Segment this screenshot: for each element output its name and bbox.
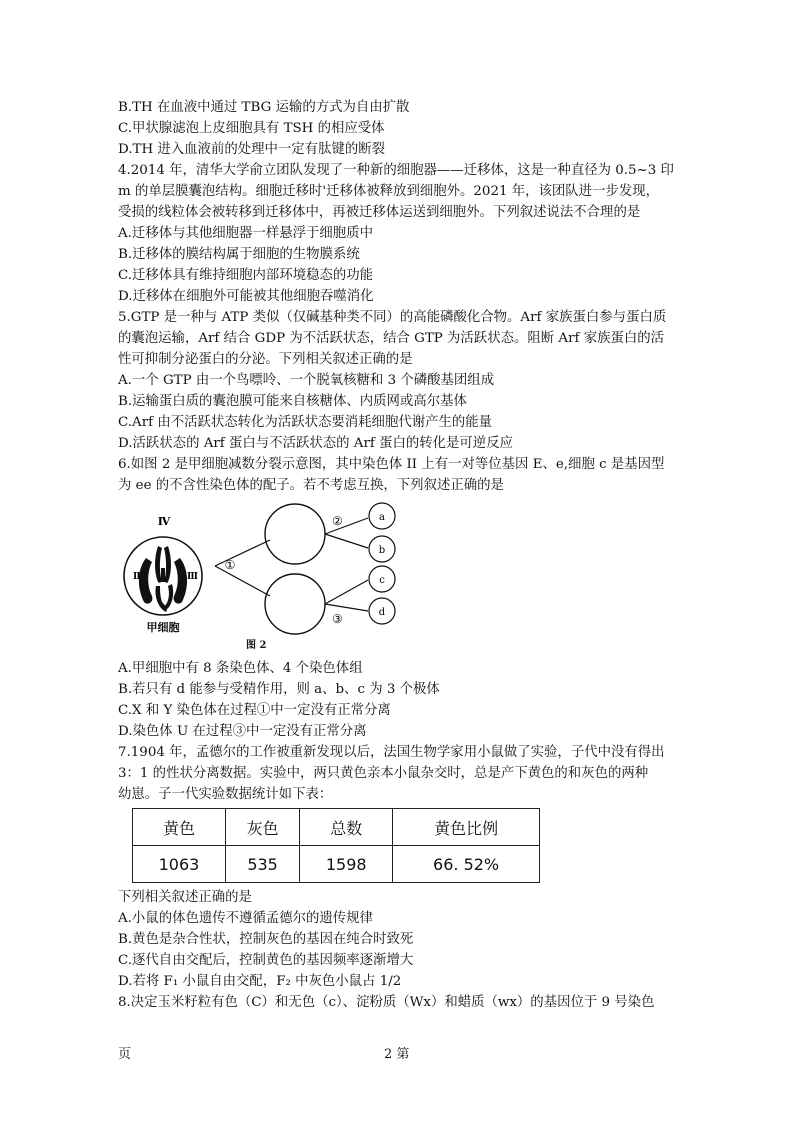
chromosome-label-ii: Ⅱ <box>133 572 141 582</box>
option-4d: D.迁移体在细胞外可能被其他细胞吞噬消化 <box>118 289 374 304</box>
offspring-data-table <box>132 808 540 883</box>
cell-label: 甲细胞 <box>146 621 180 634</box>
secondary-cell-lower <box>265 574 325 634</box>
option-6d: D.染色体 U 在过程③中一定没有正常分离 <box>118 724 367 739</box>
arrow-1-down <box>215 566 270 596</box>
option-4c: C.迁移体具有维持细胞内部环境稳态的功能 <box>118 268 374 283</box>
table-cell: 1598 <box>300 846 393 883</box>
option-6c: C.X 和 Y 染色体在过程①中一定没有正常分离 <box>118 703 391 718</box>
question-6-line-2: 为 ee 的不含性染色体的配子。若不考虑互换，下列叙述正确的是 <box>118 478 504 493</box>
question-5-line-1: 5.GTP 是一种与 ATP 类似（仅碱基种类不同）的高能磷酸化合物。Arf 家族蛋白参与蛋白质 <box>118 310 667 325</box>
option-3d: D.TH 进入血液前的处理中一定有肽键的断裂 <box>118 142 386 157</box>
arrow-1-up <box>215 540 270 566</box>
cell-a-label: a <box>379 512 385 523</box>
chromosome-label-iii: Ⅲ <box>187 572 198 582</box>
chromosome-label-iv: Ⅳ <box>157 515 171 528</box>
option-6a: A.甲细胞中有 8 条染色体、4 个染色体组 <box>118 661 363 676</box>
cell-c-label: c <box>379 575 385 586</box>
option-4b: B.迁移体的膜结构属于细胞的生物膜系统 <box>118 247 360 262</box>
chromosomes <box>139 546 187 612</box>
option-3b: B.TH 在血液中通过 TBG 运输的方式为自由扩散 <box>118 100 410 115</box>
option-7b: B.黄色是杂合性状，控制灰色的基因在纯合时致死 <box>118 932 414 947</box>
table-header-row <box>133 809 540 846</box>
option-5a: A.一个 GTP 由一个鸟嘌呤、一个脱氧核糖和 3 个磷酸基团组成 <box>118 373 495 388</box>
figure-caption: 图 2 <box>246 640 267 651</box>
option-4a: A.迁移体与其他细胞器一样悬浮于细胞质中 <box>118 226 373 241</box>
question-8-line-1: 8.决定玉米籽粒有色（C）和无色（c）、淀粉质（Wx）和蜡质（wx）的基因位于 9 号染色 <box>118 995 655 1010</box>
arrow-3-down <box>325 604 368 611</box>
question-7-stem: 下列相关叙述正确的是 <box>118 890 252 905</box>
table-header-cell: 黄色比例 <box>393 809 540 846</box>
option-5c: C.Arf 由不活跃状态转化为活跃状态要消耗细胞代谢产生的能量 <box>118 415 493 430</box>
process-label-2: ② <box>332 514 343 528</box>
arrow-2-down <box>325 534 368 548</box>
question-4-line-3: 受损的线粒体会被转移到迁移体中，再被迁移体运送到细胞外。下列叙述说法不合理的是 <box>118 205 641 220</box>
process-label-1: ① <box>224 558 236 572</box>
question-7-line-1: 7.1904 年，孟德尔的工作被重新发现以后，法国生物学家用小鼠做了实验，子代中没有得出 <box>118 745 665 760</box>
option-7d: D.若将 F₁ 小鼠自由交配，F₂ 中灰色小鼠占 1/2 <box>118 974 402 989</box>
question-4-line-1: 4.2014 年，清华大学俞立团队发现了一种新的细胞器——迁移体，这是一种直径为 0.5~3 印 <box>118 163 674 178</box>
secondary-cell-upper <box>265 504 325 564</box>
table-header-cell: 灰色 <box>225 809 299 846</box>
option-7a: A.小鼠的体色遗传不遵循孟德尔的遗传规律 <box>118 911 373 926</box>
option-6b: B.若只有 d 能参与受精作用，则 a、b、c 为 3 个极体 <box>118 682 440 697</box>
table-cell: 535 <box>225 846 299 883</box>
option-3c: C.甲状腺滤泡上皮细胞具有 TSH 的相应受体 <box>118 121 385 136</box>
table-cell: 1063 <box>133 846 226 883</box>
cell-d-label: d <box>378 607 386 618</box>
meiosis-figure <box>120 498 420 648</box>
footer-left: 页 <box>118 1047 132 1062</box>
question-7-line-2: 3：1 的性状分离数据。实验中，两只黄色亲本小鼠杂交时，总是产下黄色的和灰色的两种 <box>118 766 649 781</box>
option-5b: B.运输蛋白质的囊泡膜可能来自核糖体、内质网或高尔基体 <box>118 394 467 409</box>
question-6-line-1: 6.如图 2 是甲细胞减数分裂示意图，其中染色体 II 上有一对等位基因 E、e,细胞 c 是基因型 <box>118 457 665 472</box>
table-header-cell: 黄色 <box>133 809 226 846</box>
question-4-line-2: m 的单层膜囊泡结构。细胞迁移时'迁移体被释放到细胞外。2021 年，该团队进一步发现， <box>118 184 660 199</box>
cell-b-label: b <box>378 545 386 556</box>
question-5-line-3: 性可抑制分泌蛋白的分泌。下列相关叙述正确的是 <box>118 352 413 367</box>
table-cell: 66. 52% <box>393 846 540 883</box>
table-row <box>133 846 540 883</box>
option-5d: D.活跃状态的 Arf 蛋白与不活跃状态的 Arf 蛋白的转化是可逆反应 <box>118 436 513 451</box>
question-5-line-2: 的囊泡运输，Arf 结合 GDP 为不活跃状态，结合 GTP 为活跃状态。阻断 Arf 家族蛋白的活 <box>118 331 665 346</box>
table-header-cell: 总数 <box>300 809 393 846</box>
page-number: 2 第 <box>384 1047 410 1062</box>
process-label-3: ③ <box>332 612 343 626</box>
option-7c: C.逐代自由交配后，控制黄色的基因频率逐渐增大 <box>118 953 414 968</box>
arrow-3-up <box>325 580 368 604</box>
question-7-line-3: 幼崽。子一代实验数据统计如下表： <box>118 787 333 802</box>
